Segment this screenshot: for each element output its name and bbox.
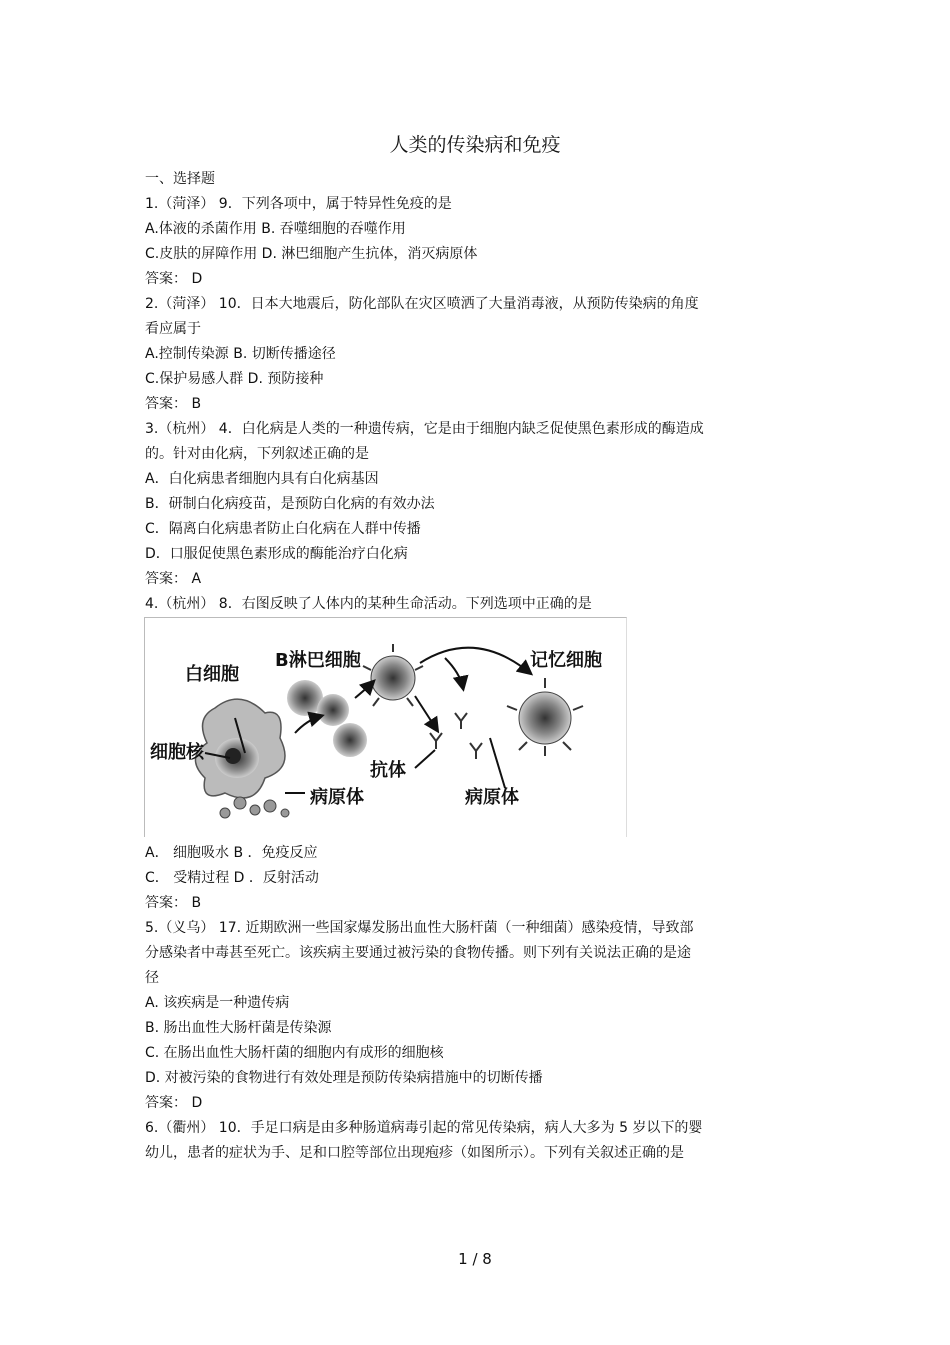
q2-answer: 答案： B — [145, 396, 202, 412]
q3-option-d: D．口服促使黑色素形成的酶能治疗白化病 — [145, 546, 408, 562]
q4-stem: 4.（杭州） 8．右图反映了人体内的某种生命活动。下列选项中正确的是 — [145, 596, 592, 612]
label-pathogen-right: 病原体 — [465, 787, 519, 808]
plasma-cell-shape — [363, 644, 423, 706]
label-b-lymphocyte: B淋巴细胞 — [275, 650, 361, 671]
memory-cell-shape — [507, 678, 583, 756]
white-blood-cell-shape — [195, 699, 285, 798]
q5-option-b: B. 肠出血性大肠杆菌是传染源 — [145, 1020, 332, 1036]
q2-stem-line2: 看应属于 — [145, 321, 201, 337]
q2-stem-line1: 2.（菏泽） 10．日本大地震后，防化部队在灾区喷洒了大量消毒液，从预防传染病的角度 — [145, 296, 699, 312]
page-title: 人类的传染病和免疫 — [389, 134, 561, 156]
q3-stem-line1: 3.（杭州） 4．白化病是人类的一种遗传病，它是由于细胞内缺乏促使黑色素形成的酶造成 — [145, 421, 704, 437]
q1-stem: 1.（菏泽） 9．下列各项中，属于特异性免疫的是 — [145, 196, 452, 212]
q5-option-c: C. 在肠出血性大肠杆菌的细胞内有成形的细胞核 — [145, 1045, 444, 1061]
pathogen-cluster — [220, 797, 289, 818]
q5-answer: 答案： D — [145, 1095, 203, 1111]
q1-options-cd: C.皮肤的屏障作用 D. 淋巴细胞产生抗体，消灭病原体 — [145, 246, 478, 262]
q2-options-cd: C.保护易感人群 D. 预防接种 — [145, 371, 324, 387]
page-number: 1 / 8 — [458, 1250, 492, 1268]
immune-diagram — [145, 618, 626, 837]
q5-stem-line1: 5.（义乌） 17. 近期欧洲一些国家爆发肠出血性大肠杆菌（一种细菌）感染疫情，导致部 — [145, 920, 694, 936]
q3-option-c: C．隔离白化病患者防止白化病在人群中传播 — [145, 521, 421, 537]
label-memory-cell: 记忆细胞 — [530, 650, 602, 671]
b-lymphocyte-cells — [287, 680, 367, 757]
immune-response-figure — [144, 617, 627, 837]
q1-answer: 答案： D — [145, 271, 203, 287]
antibody-shapes — [430, 713, 482, 759]
q3-answer: 答案： A — [145, 571, 202, 587]
q4-options-cd: C． 受精过程 D ．反射活动 — [145, 870, 319, 886]
q5-stem-line2: 分感染者中毒甚至死亡。该疾病主要通过被污染的食物传播。则下列有关说法正确的是途 — [145, 945, 691, 961]
q2-options-ab: A.控制传染源 B. 切断传播途径 — [145, 346, 336, 362]
label-nucleus: 细胞核 — [150, 742, 204, 763]
q6-stem-line1: 6.（衢州） 10．手足口病是由多种肠道病毒引起的常见传染病，病人大多为 5 岁以下的婴 — [145, 1120, 703, 1136]
q1-options-ab: A.体液的杀菌作用 B. 吞噬细胞的吞噬作用 — [145, 221, 406, 237]
label-pathogen-left: 病原体 — [310, 787, 364, 808]
q5-stem-line3: 径 — [145, 970, 159, 986]
q5-option-d: D. 对被污染的食物进行有效处理是预防传染病措施中的切断传播 — [145, 1070, 543, 1086]
section-heading: 一、选择题 — [145, 171, 215, 187]
q6-stem-line2: 幼儿，患者的症状为手、足和口腔等部位出现疱疹（如图所示）。下列有关叙述正确的是 — [145, 1145, 684, 1161]
q3-option-b: B．研制白化病疫苗，是预防白化病的有效办法 — [145, 496, 435, 512]
q4-answer: 答案： B — [145, 895, 202, 911]
q3-option-a: A．白化病患者细胞内具有白化病基因 — [145, 471, 379, 487]
label-antibody: 抗体 — [370, 760, 406, 781]
q5-option-a: A. 该疾病是一种遗传病 — [145, 995, 290, 1011]
q4-options-ab: A． 细胞吸水 B ．免疫反应 — [145, 845, 318, 861]
label-white-blood-cell: 白细胞 — [185, 664, 239, 685]
q3-stem-line2: 的。针对由化病，下列叙述正确的是 — [145, 446, 369, 462]
